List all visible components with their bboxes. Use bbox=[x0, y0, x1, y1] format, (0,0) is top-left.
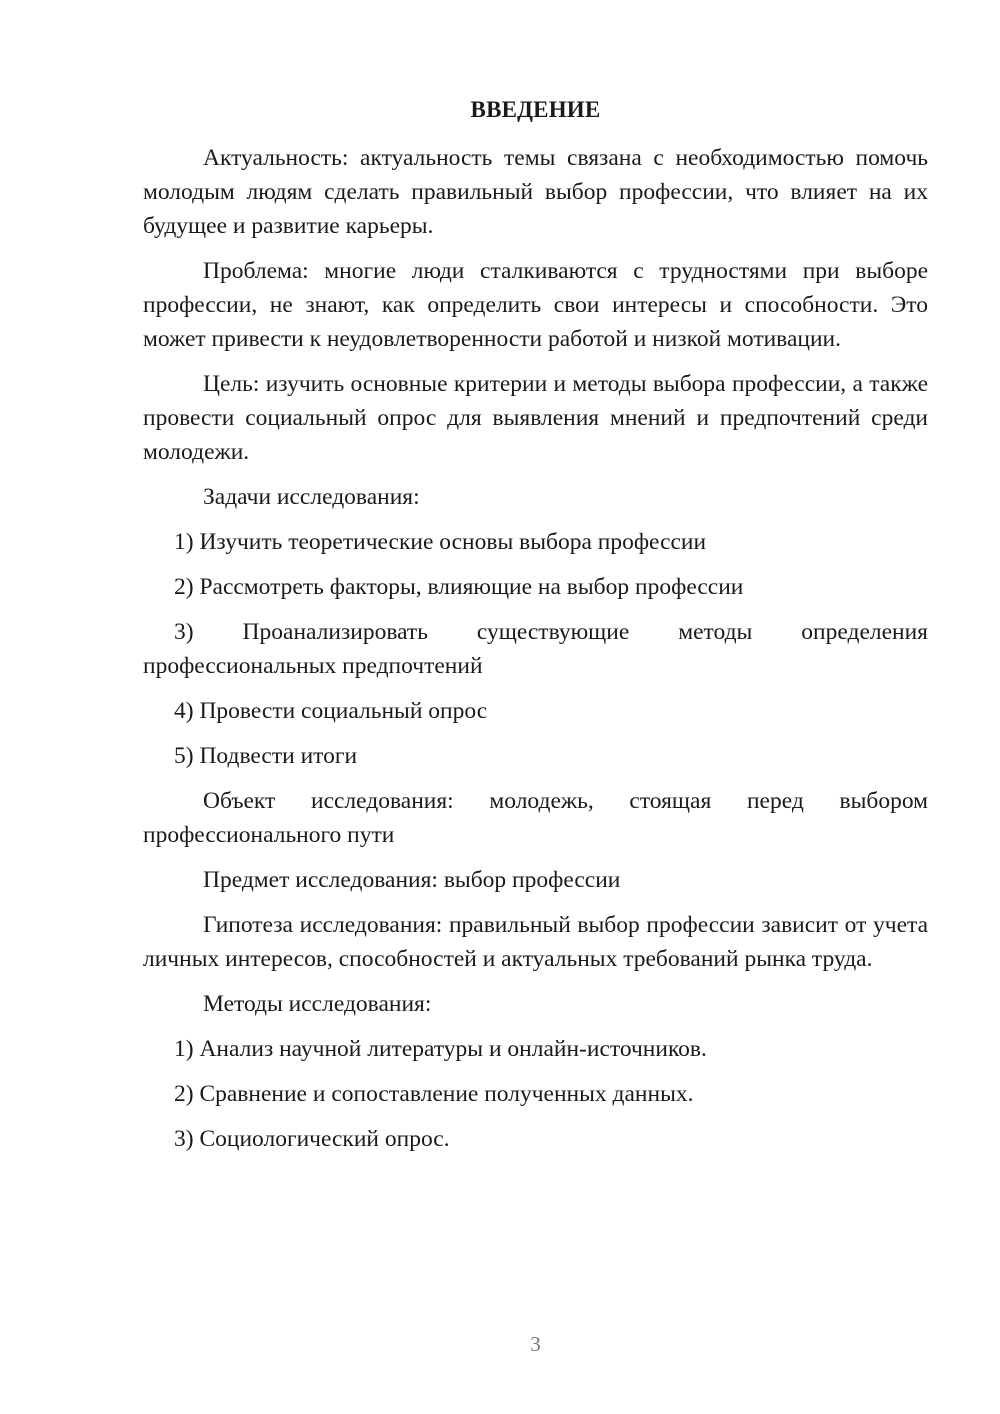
task-item: 2) Рассмотреть факторы, влияющие на выбор профессии bbox=[174, 574, 744, 600]
document-body bbox=[143, 93, 928, 1156]
page-number: 3 bbox=[530, 1332, 541, 1356]
task-item: 1) Изучить теоретические основы выбора профессии bbox=[174, 529, 707, 555]
relevance-paragraph: Актуальность: актуальность темы связана с необходимостью помочь молодым людям сделать правильный выбор профессии, что влияет на их будущее и развитие карьеры. bbox=[143, 145, 928, 239]
subject-paragraph: Предмет исследования: выбор профессии bbox=[203, 867, 621, 893]
task-item: 5) Подвести итоги bbox=[174, 743, 358, 769]
methods-heading: Методы исследования: bbox=[203, 991, 432, 1017]
method-item: 1) Анализ научной литературы и онлайн-источников. bbox=[174, 1036, 707, 1062]
hypothesis-paragraph: Гипотеза исследования: правильный выбор профессии зависит от учета личных интересов, способностей и актуальных требований рынка труда. bbox=[143, 912, 928, 972]
problem-paragraph: Проблема: многие люди сталкиваются с трудностями при выборе профессии, не знают, как определить свои интересы и способности. Это может привести к неудовлетворенности работой и низкой мотивации. bbox=[143, 258, 928, 352]
task-item: 3) Проанализировать существующие методы определения профессиональных предпочтений bbox=[143, 619, 928, 679]
tasks-heading: Задачи исследования: bbox=[203, 484, 420, 510]
goal-paragraph: Цель: изучить основные критерии и методы выбора профессии, а также провести социальный опрос для выявления мнений и предпочтений среди молодежи. bbox=[143, 371, 928, 465]
object-paragraph: Объект исследования: молодежь, стоящая перед выбором профессионального пути bbox=[143, 788, 928, 848]
section-title: ВВЕДЕНИЕ bbox=[470, 97, 601, 122]
task-item: 4) Провести социальный опрос bbox=[174, 698, 488, 724]
method-item: 3) Социологический опрос. bbox=[174, 1126, 450, 1152]
method-item: 2) Сравнение и сопоставление полученных данных. bbox=[174, 1081, 694, 1107]
